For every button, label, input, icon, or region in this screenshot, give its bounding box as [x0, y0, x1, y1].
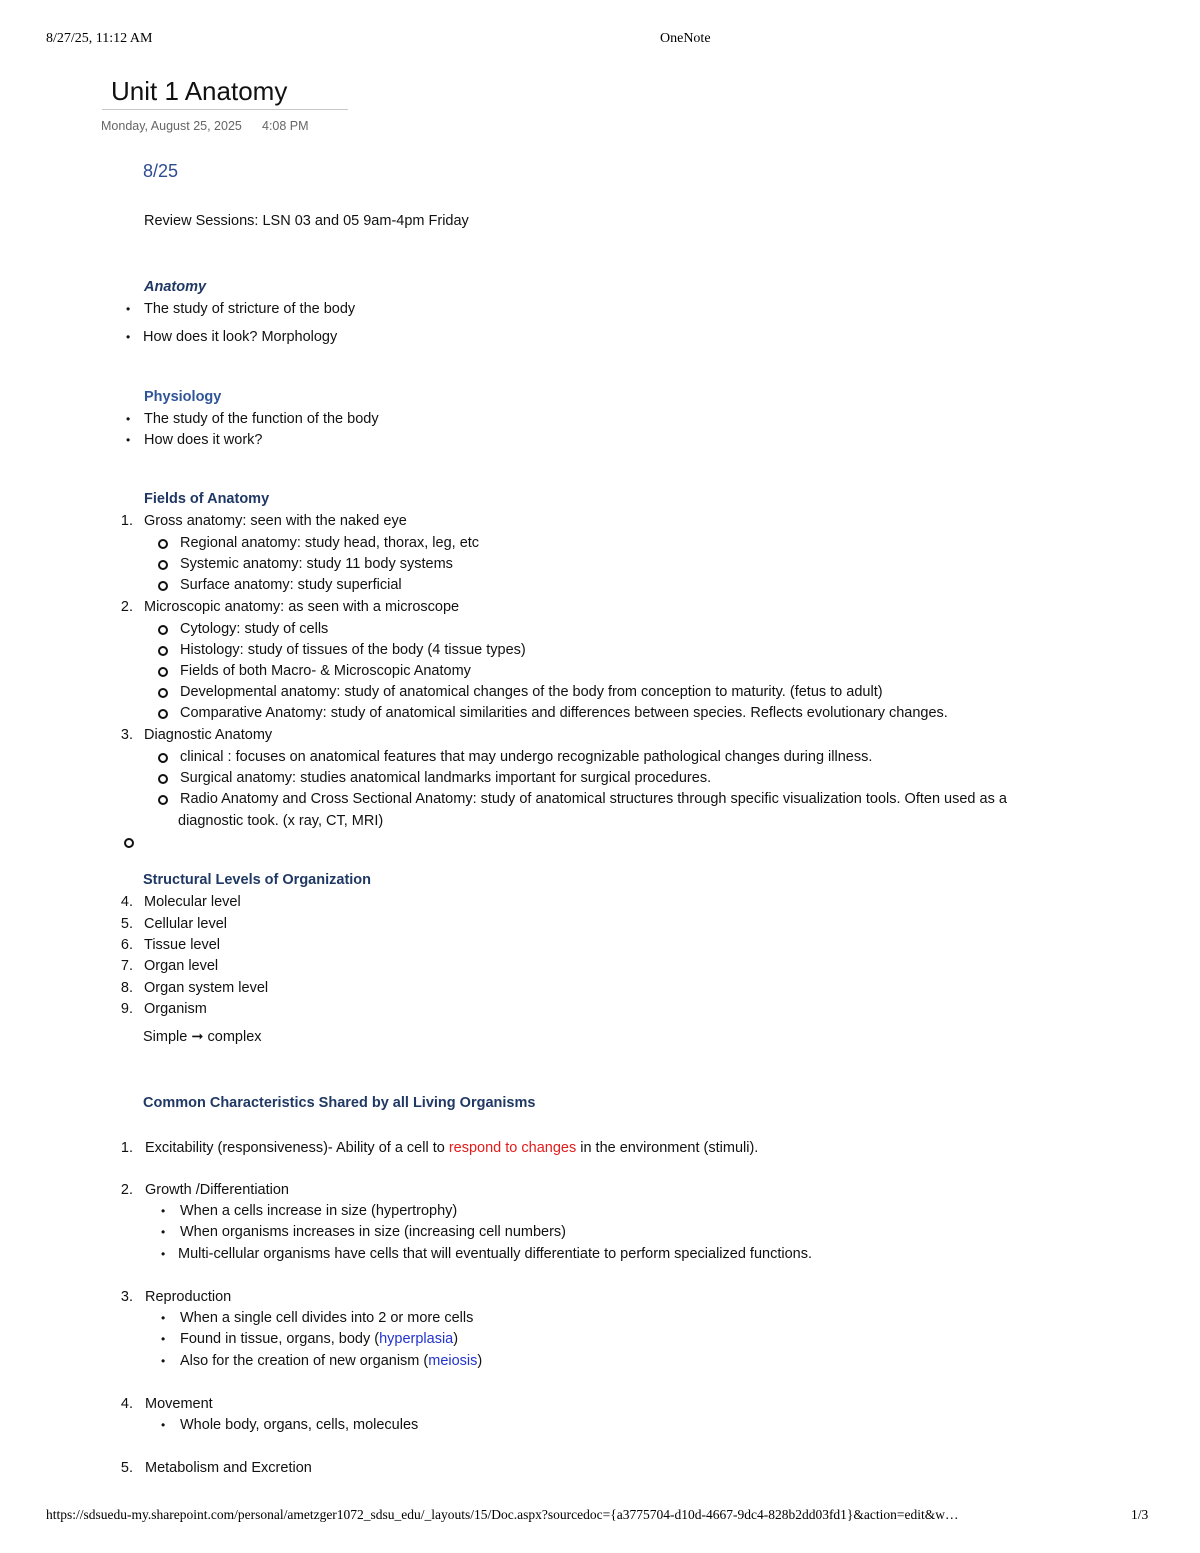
sub-item: [180, 1353, 482, 1369]
sub-bullet-icon: [158, 581, 168, 591]
bullet-dot: •: [126, 302, 131, 316]
physiology-bullet: How does it work?: [144, 432, 263, 448]
list-number: 2.: [120, 599, 133, 615]
sub-item: Systemic anatomy: study 11 body systems: [180, 556, 453, 572]
sub-bullet-icon: [158, 709, 168, 719]
sub-bullet-icon: [158, 774, 168, 784]
list-number: 8.: [120, 980, 133, 996]
sub-bullet-icon: [158, 688, 168, 698]
empty-bullet-icon: [124, 838, 134, 848]
sub-item: Histology: study of tissues of the body (4 tissue types): [180, 642, 526, 658]
page-date: Monday, August 25, 2025: [101, 119, 242, 133]
bullet-dot: •: [161, 1418, 166, 1432]
page-title[interactable]: Unit 1 Anatomy: [111, 76, 288, 106]
sub-bullet-icon: [158, 753, 168, 763]
list-number: 9.: [120, 1001, 133, 1017]
sub-bullet-icon: [158, 625, 168, 635]
physiology-bullet: The study of the function of the body: [144, 411, 379, 427]
text-segment: Found in tissue, organs, body (: [180, 1331, 380, 1347]
section-date: 8/25: [143, 161, 179, 181]
list-number: 6.: [120, 937, 133, 953]
list-item: Organ level: [144, 958, 219, 974]
bullet-dot: •: [126, 433, 131, 447]
bullet-dot: •: [126, 330, 131, 344]
physiology-heading: Physiology: [144, 389, 222, 405]
sub-item: Multi-cellular organisms have cells that will eventually differentiate to perform specialized functions.: [178, 1246, 812, 1262]
anatomy-bullet: The study of stricture of the body: [144, 301, 356, 317]
print-url: https://sdsuedu-my.sharepoint.com/personal/ametzger1072_sdsu_edu/_layouts/15/Doc.aspx?sourcedoc={a3775704-d10d-4667-9dc4-828b2dd03fd1}&action=edit&w…: [46, 1507, 959, 1522]
sub-item: [180, 1331, 458, 1347]
sub-item: Whole body, organs, cells, molecules: [180, 1417, 419, 1433]
sub-bullet-icon: [158, 795, 168, 805]
list-item: Organ system level: [144, 980, 269, 996]
text-segment: in the environment (stimuli).: [576, 1140, 759, 1156]
text-segment: ): [477, 1353, 483, 1369]
list-item: Movement: [145, 1396, 213, 1412]
print-page-number: 1/3: [1131, 1507, 1149, 1522]
sub-item: Surgical anatomy: studies anatomical landmarks important for surgical procedures.: [180, 770, 712, 786]
bullet-dot: •: [161, 1225, 166, 1239]
list-number: 3.: [120, 727, 133, 743]
sub-item: clinical : focuses on anatomical features that may undergo recognizable pathological changes during illness.: [180, 749, 873, 765]
sub-bullet-icon: [158, 560, 168, 570]
page-time: 4:08 PM: [262, 119, 309, 133]
simple-to-complex: Simple ➞ complex: [143, 1029, 262, 1045]
highlighted-text: respond to changes: [448, 1140, 577, 1156]
print-app-name: OneNote: [660, 31, 711, 46]
list-item: Metabolism and Excretion: [145, 1460, 312, 1476]
sub-item: Fields of both Macro- & Microscopic Anatomy: [180, 663, 471, 679]
bullet-dot: •: [126, 412, 131, 426]
bullet-dot: •: [161, 1354, 166, 1368]
sub-item: Developmental anatomy: study of anatomical changes of the body from conception to maturity. (fetus to adult): [180, 684, 883, 700]
sub-bullet-icon: [158, 667, 168, 677]
list-number: 3.: [120, 1289, 133, 1305]
text-segment: Also for the creation of new organism (: [180, 1353, 429, 1369]
sub-bullet-icon: [158, 539, 168, 549]
text-segment: ): [453, 1331, 459, 1347]
characteristics-heading: Common Characteristics Shared by all Living Organisms: [143, 1095, 536, 1111]
sub-item: When a single cell divides into 2 or more cells: [180, 1310, 474, 1326]
list-number: 5.: [120, 1460, 133, 1476]
term-link[interactable]: hyperplasia: [379, 1331, 454, 1347]
list-item: [145, 1140, 758, 1156]
list-item: Tissue level: [144, 937, 221, 953]
sub-item: Surface anatomy: study superficial: [180, 577, 402, 593]
sub-item: Cytology: study of cells: [180, 621, 329, 637]
sub-item: Regional anatomy: study head, thorax, leg, etc: [180, 535, 480, 551]
fields-heading: Fields of Anatomy: [144, 491, 270, 507]
list-number: 5.: [120, 916, 133, 932]
print-datetime: 8/27/25, 11:12 AM: [46, 31, 153, 46]
term-link[interactable]: meiosis: [428, 1353, 478, 1369]
sub-bullet-icon: [158, 646, 168, 656]
bullet-dot: •: [161, 1204, 166, 1218]
sub-item: Comparative Anatomy: study of anatomical similarities and differences between species. Reflects evolutionary changes.: [180, 705, 948, 721]
review-sessions: Review Sessions: LSN 03 and 05 9am-4pm Friday: [144, 213, 469, 229]
bullet-dot: •: [161, 1311, 166, 1325]
list-item: Reproduction: [145, 1289, 232, 1305]
list-item: Microscopic anatomy: as seen with a microscope: [144, 599, 460, 615]
list-item: Organism: [144, 1001, 207, 1017]
sub-item: When a cells increase in size (hypertrophy): [180, 1203, 458, 1219]
sub-item: Radio Anatomy and Cross Sectional Anatomy: study of anatomical structures through specific visualization tools. Often used as a: [180, 791, 1007, 807]
list-item: Cellular level: [144, 916, 228, 932]
structural-heading: Structural Levels of Organization: [143, 872, 372, 888]
text-segment: Excitability (responsiveness)- Ability of a cell to: [145, 1140, 449, 1156]
list-number: 1.: [120, 1140, 133, 1156]
list-item: Growth /Differentiation: [145, 1182, 289, 1198]
bullet-dot: •: [161, 1247, 166, 1261]
sub-item: When organisms increases in size (increasing cell numbers): [180, 1224, 567, 1240]
list-number: 1.: [120, 513, 133, 529]
title-underline: [102, 109, 348, 110]
list-number: 4.: [120, 894, 133, 910]
sub-item-continued: diagnostic took. (x ray, CT, MRI): [178, 813, 384, 829]
list-number: 4.: [120, 1396, 133, 1412]
anatomy-heading: Anatomy: [144, 279, 207, 295]
list-number: 2.: [120, 1182, 133, 1198]
list-item: Molecular level: [144, 894, 241, 910]
list-number: 7.: [120, 958, 133, 974]
list-item: Gross anatomy: seen with the naked eye: [144, 513, 407, 529]
anatomy-bullet: How does it look? Morphology: [143, 329, 338, 345]
bullet-dot: •: [161, 1332, 166, 1346]
list-item: Diagnostic Anatomy: [144, 727, 273, 743]
